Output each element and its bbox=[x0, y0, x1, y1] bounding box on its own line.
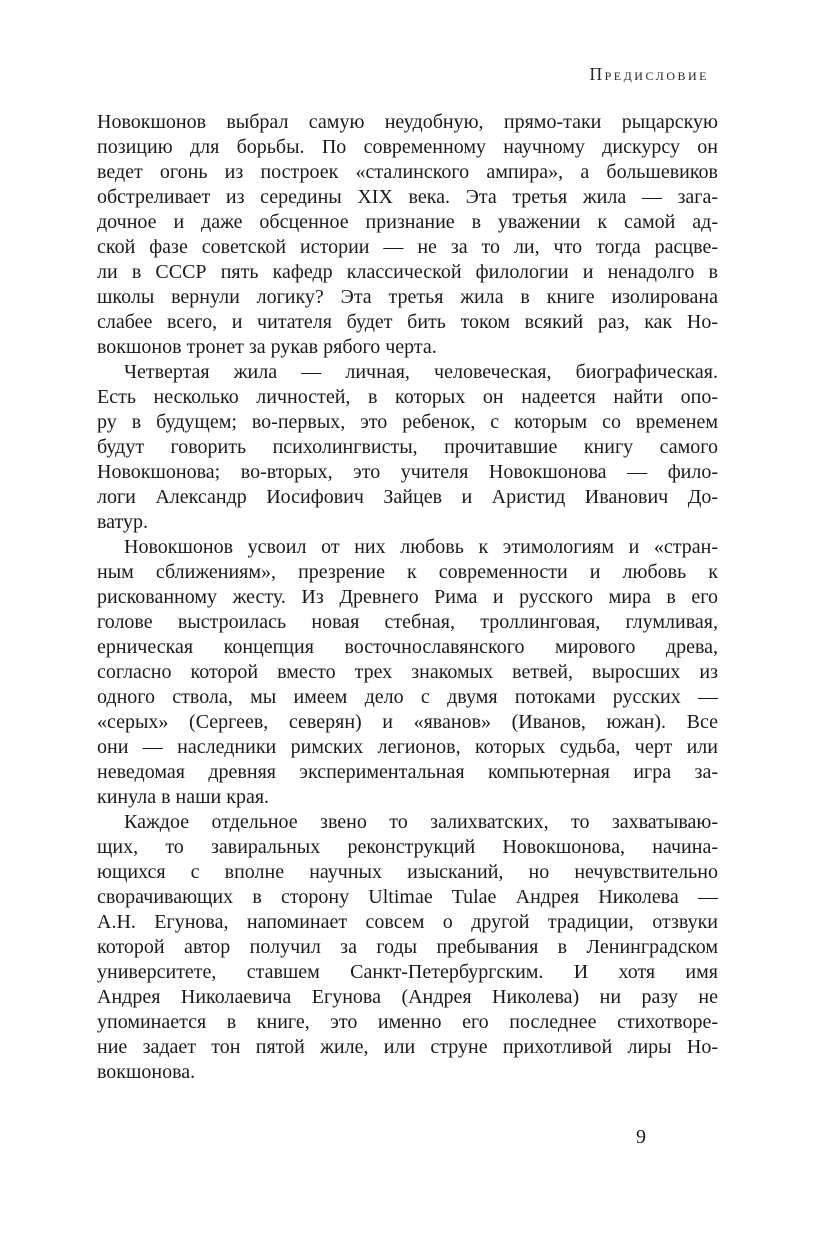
text-line: кинула в наши края. bbox=[97, 786, 270, 808]
text-line: университете, ставшем Санкт-Петербургским. И хотя имя bbox=[97, 961, 718, 983]
text-line: голове выстроилась новая стебная, троллинговая, глумливая, bbox=[97, 611, 718, 633]
text-line: ным сближениям», презрение к современности и любовь к bbox=[97, 561, 718, 583]
text-line: ющихся с вполне научных изысканий, но нечувствительно bbox=[97, 861, 718, 883]
text-line: ерническая концепция восточнославянского мирового древа, bbox=[97, 636, 718, 658]
text-line: школы вернули логику? Эта третья жила в книге изолирована bbox=[97, 286, 718, 308]
text-line: ние задает тон пятой жиле, или струне прихотливой лиры Но- bbox=[97, 1036, 718, 1058]
text-line: слабее всего, и читателя будет бить током всякий раз, как Но- bbox=[97, 311, 718, 333]
text-line: одного ствола, мы имеем дело с двумя потоками русских — bbox=[97, 686, 718, 708]
text-line: которой автор получил за годы пребывания в Ленинградском bbox=[97, 936, 718, 958]
text-line: неведомая древняя экспериментальная компьютерная игра за- bbox=[97, 761, 718, 783]
running-head: Предисловие bbox=[589, 64, 709, 84]
text-line: ру в будущем; во-первых, это ребенок, с которым со временем bbox=[97, 411, 718, 433]
text-line: вокшонова. bbox=[97, 1061, 196, 1083]
text-line: ли в СССР пять кафедр классической филологии и ненадолго в bbox=[97, 261, 718, 283]
text-line: Каждое отдельное звено то залихватских, то захватываю- bbox=[124, 811, 718, 833]
text-line: Новокшонов усвоил от них любовь к этимологиям и «стран- bbox=[124, 536, 718, 558]
text-line: обстреливает из середины XIX века. Эта третья жила — зага- bbox=[97, 186, 718, 208]
text-line: ской фазе советской истории — не за то ли, что тогда расцве- bbox=[97, 236, 718, 258]
paragraph-3 bbox=[97, 535, 718, 810]
text-line: щих, то завиральных реконструкций Новокшонова, начина- bbox=[97, 836, 718, 858]
text-line: упоминается в книге, это именно его последнее стихотворе- bbox=[97, 1011, 718, 1033]
text-line: вокшонов тронет за рукав рябого черта. bbox=[97, 336, 437, 358]
text-line: они — наследники римских легионов, которых судьба, черт или bbox=[97, 736, 718, 758]
paragraph-2 bbox=[97, 360, 718, 535]
text-line: Новокшонова; во-вторых, это учителя Новокшонова — фило- bbox=[97, 461, 718, 483]
text-line: позицию для борьбы. По современному научному дискурсу он bbox=[97, 136, 718, 158]
text-line: сворачивающих в сторону Ultimae Tulae Андрея Николева — bbox=[97, 886, 718, 908]
text-block bbox=[97, 110, 718, 1085]
text-line: Андрея Николаевича Егунова (Андрея Николева) ни разу не bbox=[97, 986, 718, 1008]
text-line: рискованному жесту. Из Древнего Рима и русского мира в его bbox=[97, 586, 718, 608]
paragraph-1 bbox=[97, 110, 718, 360]
paragraph-4 bbox=[97, 810, 718, 1085]
page-number: 9 bbox=[636, 1126, 646, 1148]
text-line: Четвертая жила — личная, человеческая, биографическая. bbox=[124, 361, 718, 383]
text-line: ведет огонь из построек «сталинского ампира», а большевиков bbox=[97, 161, 718, 183]
text-line: «серых» (Сергеев, северян) и «яванов» (Иванов, южан). Все bbox=[97, 711, 718, 733]
text-line: согласно которой вместо трех знакомых ветвей, выросших из bbox=[97, 661, 718, 683]
text-line: дочное и даже обсценное признание в уважении к самой ад- bbox=[97, 211, 718, 233]
text-line: логи Александр Иосифович Зайцев и Аристид Иванович До- bbox=[97, 486, 718, 508]
text-line: Новокшонов выбрал самую неудобную, прямо-таки рыцарскую bbox=[97, 111, 718, 133]
text-line: А.Н. Егунова, напоминает совсем о другой традиции, отзвуки bbox=[97, 911, 718, 933]
text-line: ватур. bbox=[97, 511, 149, 533]
text-line: будут говорить психолингвисты, прочитавшие книгу самого bbox=[97, 436, 718, 458]
text-line: Есть несколько личностей, в которых он надеется найти опо- bbox=[97, 386, 718, 408]
